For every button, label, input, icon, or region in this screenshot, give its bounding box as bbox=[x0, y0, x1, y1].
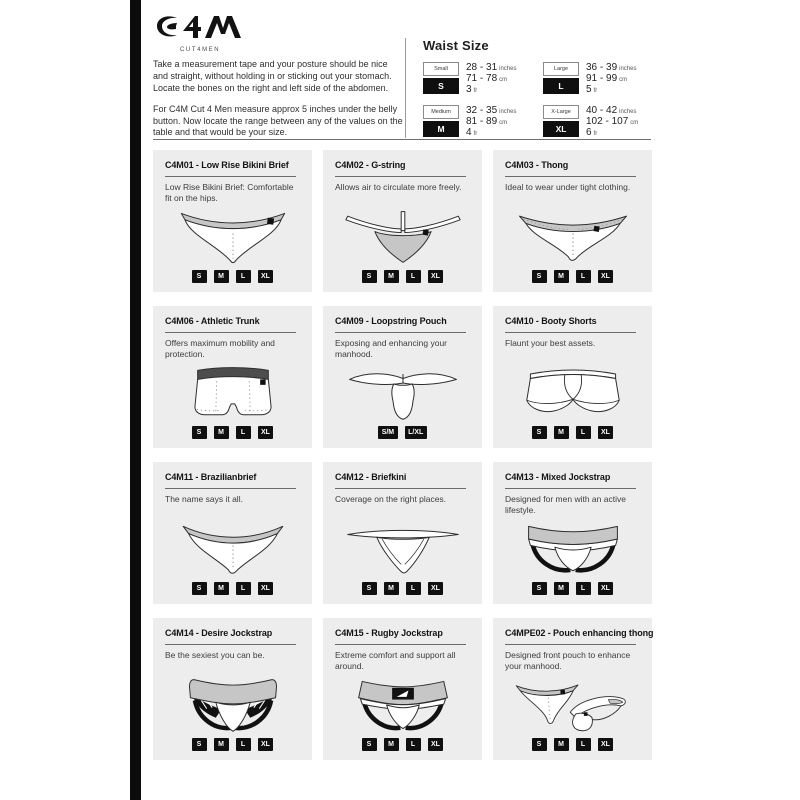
header bbox=[153, 12, 651, 140]
briefkini-illustration bbox=[335, 515, 470, 582]
unit-cm: cm bbox=[499, 77, 508, 84]
size-badge-s[interactable]: S bbox=[532, 426, 547, 439]
size-name-box: Medium bbox=[423, 105, 459, 119]
instructions-paragraph-2: For C4M Cut 4 Men measure approx 5 inches under the belly button. Now locate the range between any of the values on the table and that would be your size. bbox=[153, 103, 403, 138]
size-letter-box: L bbox=[543, 78, 579, 94]
rugby-jockstrap-illustration bbox=[335, 672, 470, 738]
range-cm: 81 - 89 bbox=[466, 115, 498, 127]
size-name-box: Large bbox=[543, 62, 579, 76]
size-name-box: Small bbox=[423, 62, 459, 76]
title-divider bbox=[335, 332, 466, 333]
product-description: Designed for men with an active lifestyle. bbox=[505, 494, 626, 515]
size-letter-box: XL bbox=[543, 121, 579, 137]
product-title: C4MPE02 - Pouch enhancing thong bbox=[505, 628, 654, 638]
size-badge-xl[interactable]: XL bbox=[428, 270, 444, 283]
size-options bbox=[165, 426, 300, 439]
title-divider bbox=[505, 488, 636, 489]
waist-size-row-medium bbox=[423, 105, 531, 139]
title-divider bbox=[505, 176, 636, 177]
range-inches: 36 - 39 bbox=[586, 62, 618, 73]
waist-size-panel bbox=[405, 38, 651, 138]
product-title: C4M10 - Booty Shorts bbox=[505, 316, 597, 326]
size-options bbox=[335, 270, 470, 283]
size-badge-lxl[interactable]: L/XL bbox=[405, 426, 427, 439]
size-badge-m[interactable]: M bbox=[384, 270, 399, 283]
product-description: Extreme comfort and support all around. bbox=[335, 650, 456, 671]
product-description: Designed front pouch to enhance your manhood. bbox=[505, 650, 631, 671]
size-options bbox=[335, 426, 470, 439]
size-badge-l[interactable]: L bbox=[236, 270, 251, 283]
size-values bbox=[586, 105, 638, 139]
instructions-paragraph-1: Take a measurement tape and your posture should be nice and straight, without holding in or sticking out your stomach. Locate the bones on the right and left side of the abdomen. bbox=[153, 59, 392, 93]
size-badge-m[interactable]: M bbox=[554, 582, 569, 595]
size-badge-m[interactable]: M bbox=[384, 738, 399, 751]
product-title: C4M02 - G-string bbox=[335, 160, 406, 170]
athletic-trunk-illustration bbox=[165, 360, 300, 426]
waist-size-row-xlarge bbox=[543, 105, 651, 139]
unit-fr: fr bbox=[473, 88, 478, 95]
unit-inches: inches bbox=[499, 108, 517, 115]
size-options bbox=[335, 582, 470, 595]
size-badge-m[interactable]: M bbox=[214, 738, 229, 751]
product-description: Offers maximum mobility and protection. bbox=[165, 338, 275, 359]
waist-size-row-large bbox=[543, 62, 651, 96]
product-title: C4M14 - Desire Jockstrap bbox=[165, 628, 273, 638]
unit-cm: cm bbox=[499, 119, 508, 126]
size-badge-l[interactable]: L bbox=[406, 270, 421, 283]
loopstring-pouch-illustration bbox=[335, 360, 470, 426]
size-badge-xl[interactable]: XL bbox=[598, 426, 614, 439]
size-badge-s[interactable]: S bbox=[532, 270, 547, 283]
product-title: C4M15 - Rugby Jockstrap bbox=[335, 628, 443, 638]
brand-logo bbox=[153, 13, 253, 53]
title-divider bbox=[165, 488, 296, 489]
product-description: Coverage on the right places. bbox=[335, 494, 447, 504]
size-values bbox=[466, 105, 516, 139]
size-badge-l[interactable]: L bbox=[576, 582, 591, 595]
size-badge-s[interactable]: S bbox=[192, 426, 207, 439]
size-values bbox=[586, 62, 636, 96]
size-badge-l[interactable]: L bbox=[576, 426, 591, 439]
waist-size-title: Waist Size bbox=[423, 38, 489, 53]
title-divider bbox=[335, 176, 466, 177]
title-divider bbox=[505, 644, 636, 645]
g-string-illustration bbox=[335, 203, 470, 270]
size-badge-s[interactable]: S bbox=[192, 738, 207, 751]
size-badge-s[interactable]: S bbox=[192, 270, 207, 283]
size-badge-m[interactable]: M bbox=[214, 426, 229, 439]
unit-inches: inches bbox=[499, 66, 517, 72]
size-options bbox=[165, 270, 300, 283]
size-badge-l[interactable]: L bbox=[406, 738, 421, 751]
product-card-c4m03 bbox=[493, 150, 652, 292]
size-guide-page bbox=[153, 12, 654, 760]
size-badge-xl[interactable]: XL bbox=[428, 738, 444, 751]
size-badge-m[interactable]: M bbox=[554, 738, 569, 751]
size-badge-xl[interactable]: XL bbox=[258, 270, 274, 283]
product-title: C4M03 - Thong bbox=[505, 160, 569, 170]
size-options bbox=[505, 582, 640, 595]
size-badge-sm[interactable]: S/M bbox=[378, 426, 397, 439]
mixed-jockstrap-illustration bbox=[505, 516, 640, 582]
range-fr: 4 bbox=[466, 126, 472, 138]
product-description: Flaunt your best assets. bbox=[505, 338, 596, 348]
size-name-box: X-Large bbox=[543, 105, 579, 119]
range-inches: 40 - 42 bbox=[586, 104, 618, 116]
size-badge-s[interactable]: S bbox=[532, 582, 547, 595]
range-inches: 32 - 35 bbox=[466, 104, 498, 116]
product-title: C4M06 - Athletic Trunk bbox=[165, 316, 260, 326]
waist-size-row-small bbox=[423, 62, 531, 96]
product-title: C4M13 - Mixed Jockstrap bbox=[505, 472, 611, 482]
range-fr: 6 bbox=[586, 126, 592, 138]
size-badge-s[interactable]: S bbox=[192, 582, 207, 595]
left-accent-bar bbox=[130, 0, 141, 800]
unit-cm: cm bbox=[619, 77, 628, 84]
size-badge-m[interactable]: M bbox=[214, 582, 229, 595]
product-card-c4m11 bbox=[153, 462, 312, 604]
title-divider bbox=[335, 644, 466, 645]
size-badge-l[interactable]: L bbox=[236, 426, 251, 439]
size-options bbox=[505, 426, 640, 439]
product-description: Be the sexiest you can be. bbox=[165, 650, 265, 660]
size-badge-l[interactable]: L bbox=[406, 582, 421, 595]
size-options bbox=[165, 582, 300, 595]
size-badge-xl[interactable]: XL bbox=[598, 738, 614, 751]
unit-inches: inches bbox=[619, 108, 637, 115]
size-label-stack bbox=[543, 105, 579, 137]
product-title: C4M09 - Loopstring Pouch bbox=[335, 316, 447, 326]
brand-tagline: CUT4MEN bbox=[180, 47, 221, 53]
thong-illustration bbox=[505, 203, 640, 270]
size-badge-l[interactable]: L bbox=[236, 738, 251, 751]
product-grid bbox=[153, 150, 654, 760]
size-label-stack bbox=[423, 62, 459, 94]
c4m-logo-icon bbox=[153, 13, 253, 41]
range-fr: 5 bbox=[586, 84, 592, 96]
product-description: The name says it all. bbox=[165, 494, 243, 504]
unit-inches: inches bbox=[619, 66, 637, 72]
size-badge-l[interactable]: L bbox=[236, 582, 251, 595]
product-title: C4M12 - Briefkini bbox=[335, 472, 407, 482]
unit-fr: fr bbox=[593, 88, 598, 95]
size-badge-m[interactable]: M bbox=[384, 582, 399, 595]
title-divider bbox=[335, 488, 466, 489]
size-options bbox=[505, 738, 640, 751]
product-description: Exposing and enhancing your manhood. bbox=[335, 338, 447, 359]
size-badge-xl[interactable]: XL bbox=[598, 270, 614, 283]
size-letter-box: M bbox=[423, 121, 459, 137]
size-badge-xl[interactable]: XL bbox=[258, 426, 274, 439]
title-divider bbox=[165, 176, 296, 177]
desire-jockstrap-illustration bbox=[165, 671, 300, 738]
size-badge-m[interactable]: M bbox=[554, 270, 569, 283]
size-values bbox=[466, 62, 516, 96]
size-badge-s[interactable]: S bbox=[362, 738, 377, 751]
range-inches: 28 - 31 bbox=[466, 62, 498, 73]
size-badge-xl[interactable]: XL bbox=[258, 582, 274, 595]
range-cm: 91 - 99 bbox=[586, 73, 618, 85]
range-fr: 3 bbox=[466, 84, 472, 96]
size-letter-box: S bbox=[423, 78, 459, 94]
product-title: C4M11 - Brazilianbrief bbox=[165, 472, 257, 482]
product-card-c4m14 bbox=[153, 618, 312, 760]
booty-shorts-illustration bbox=[505, 359, 640, 426]
title-divider bbox=[165, 332, 296, 333]
unit-cm: cm bbox=[630, 119, 639, 126]
size-label-stack bbox=[543, 62, 579, 94]
size-label-stack bbox=[423, 105, 459, 137]
unit-fr: fr bbox=[593, 130, 598, 137]
product-card-c4m15 bbox=[323, 618, 482, 760]
product-card-c4m13 bbox=[493, 462, 652, 604]
size-badge-s[interactable]: S bbox=[362, 582, 377, 595]
product-description: Allows air to circulate more freely. bbox=[335, 182, 462, 192]
size-badge-m[interactable]: M bbox=[214, 270, 229, 283]
title-divider bbox=[165, 644, 296, 645]
product-description: Ideal to wear under tight clothing. bbox=[505, 182, 631, 192]
size-badge-xl[interactable]: XL bbox=[598, 582, 614, 595]
unit-fr: fr bbox=[473, 130, 478, 137]
waist-size-table bbox=[423, 62, 651, 138]
product-card-c4m01 bbox=[153, 150, 312, 292]
measurement-instructions bbox=[153, 59, 405, 139]
product-card-c4m10 bbox=[493, 306, 652, 448]
product-card-c4m02 bbox=[323, 150, 482, 292]
size-options bbox=[505, 270, 640, 283]
size-badge-xl[interactable]: XL bbox=[258, 738, 274, 751]
size-badge-m[interactable]: M bbox=[554, 426, 569, 439]
size-badge-s[interactable]: S bbox=[362, 270, 377, 283]
product-card-c4m12 bbox=[323, 462, 482, 604]
size-options bbox=[165, 738, 300, 751]
brazilian-brief-illustration bbox=[165, 515, 300, 582]
product-card-c4m09 bbox=[323, 306, 482, 448]
size-options bbox=[335, 738, 470, 751]
size-badge-l[interactable]: L bbox=[576, 738, 591, 751]
product-title: C4M01 - Low Rise Bikini Brief bbox=[165, 160, 289, 170]
range-cm: 102 - 107 bbox=[586, 115, 629, 127]
product-card-c4mpe02 bbox=[493, 618, 652, 760]
product-description: Low Rise Bikini Brief: Comfortable fit on the hips. bbox=[165, 182, 294, 203]
pouch-enhancing-thong-illustration bbox=[505, 672, 640, 738]
size-badge-s[interactable]: S bbox=[532, 738, 547, 751]
size-badge-l[interactable]: L bbox=[576, 270, 591, 283]
bikini-brief-illustration bbox=[165, 204, 300, 270]
range-cm: 71 - 78 bbox=[466, 73, 498, 85]
size-badge-xl[interactable]: XL bbox=[428, 582, 444, 595]
title-divider bbox=[505, 332, 636, 333]
product-card-c4m06 bbox=[153, 306, 312, 448]
